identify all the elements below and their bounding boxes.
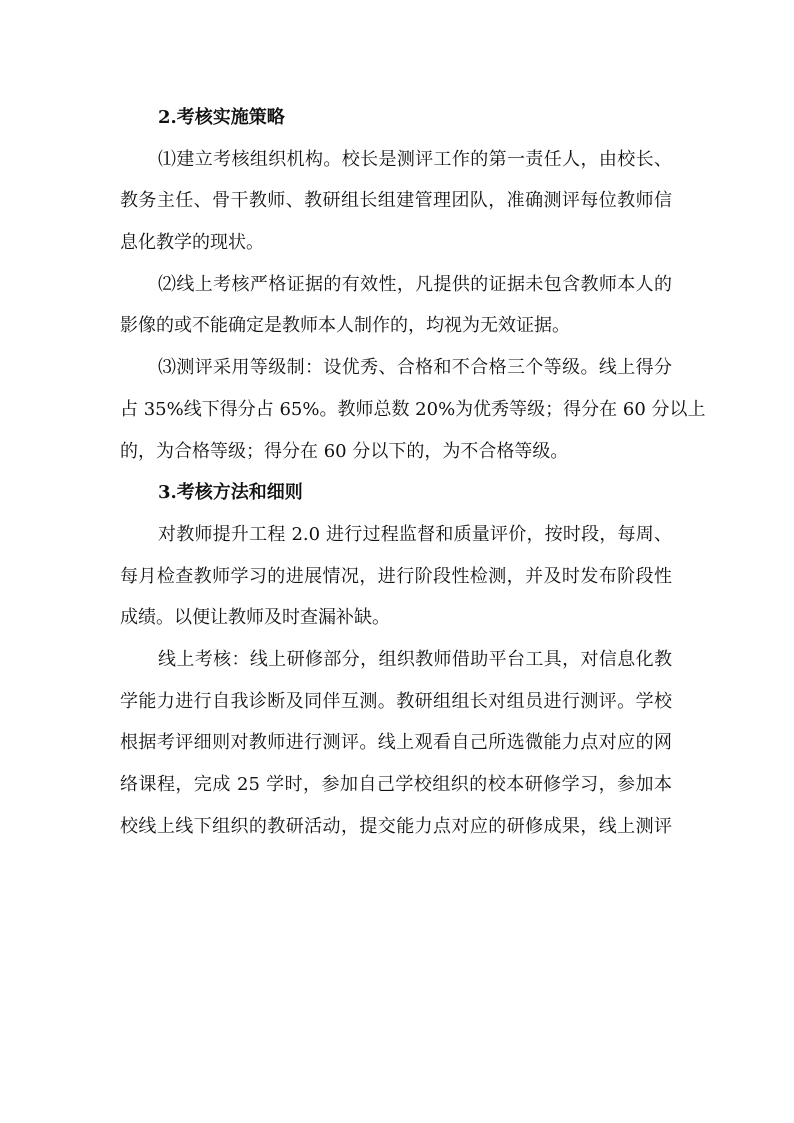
text-line: 对教师提升工程 2.0 进行过程监督和质量评价，按时段，每周、 [158,523,672,545]
text-line: 教务主任、骨干教师、教研组长组建管理团队，准确测评每位教师信 [120,190,672,212]
text-line: 络课程，完成 25 学时，参加自己学校组织的校本研修学习，参加本 [120,774,672,795]
paragraph [120,639,672,847]
text-line: 占 35%线下得分占 65%。教师总数 20%为优秀等级；得分在 60 分以上 [120,398,706,420]
paragraph [120,514,672,639]
text-line: 影像的或不能确定是教师本人制作的，均视为无效证据。 [120,315,570,337]
text-line: 的，为合格等级；得分在 60 分以下的，为不合格等级。 [120,440,569,462]
text-line: 息化教学的现状。 [120,232,264,254]
section-heading: 3.考核方法和细则 [158,482,303,504]
text-line: 成绩。以便让教师及时查漏补缺。 [120,607,390,629]
text-line: ⑵线上考核严格证据的有效性，凡提供的证据未包含教师本人的 [158,273,672,295]
paragraph [120,139,672,264]
paragraph [120,264,672,347]
text-line: 线上考核：线上研修部分，组织教师借助平台工具，对信息化教 [158,648,672,670]
section-methods-and-rules [120,472,672,847]
document-body [120,97,706,847]
section-implementation-strategy [120,97,706,472]
text-line: 学能力进行自我诊断及同伴互测。教研组组长对组员进行测评。学校 [120,690,672,712]
section-heading: 2.考核实施策略 [158,107,285,128]
text-line: 每月检查教师学习的进展情况，进行阶段性检测，并及时发布阶段性 [120,565,672,587]
paragraph [120,347,706,472]
text-line: ⑶测评采用等级制：设优秀、合格和不合格三个等级。线上得分 [158,357,672,379]
text-line: 根据考评细则对教师进行测评。线上观看自己所选微能力点对应的网 [120,732,672,754]
text-line: ⑴建立考核组织机构。校长是测评工作的第一责任人，由校长、 [158,148,672,170]
text-line: 校线上线下组织的教研活动，提交能力点对应的研修成果，线上测评 [120,815,672,837]
